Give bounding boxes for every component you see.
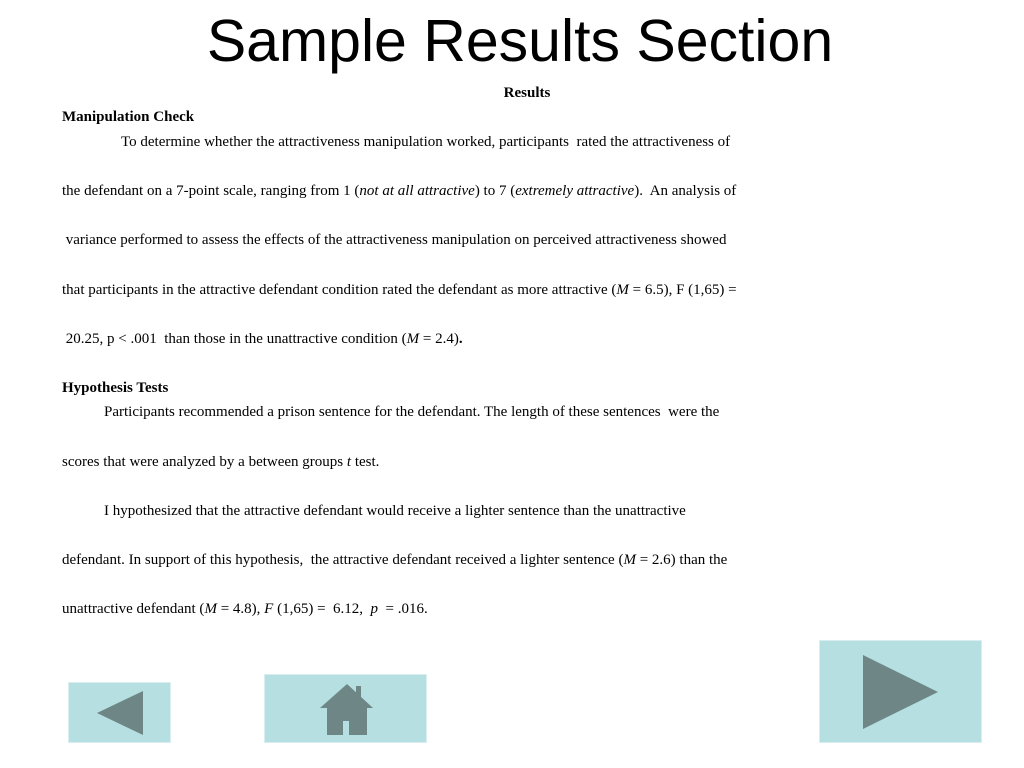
text-segment: M [204,601,217,617]
home-button[interactable] [264,674,427,743]
text-segment: defendant. In support of this hypothesis, the attractive defendant received a lighter sentence ( [62,552,624,568]
text-segment: p [370,601,379,617]
text-segment: M [406,331,420,347]
results-heading: Results [503,85,551,101]
text-segment: extremely attractive [515,183,635,199]
text-segment: the defendant on a 7-point scale, ranging from 1 ( [62,183,360,199]
text-segment: test. [351,454,380,470]
hypothesis-tests-heading: Hypothesis Tests [62,380,169,396]
hypothesis-line [62,551,727,569]
text-segment: To determine whether the attractiveness manipulation worked, participants rated the attractiveness of [121,134,731,150]
triangle-right-icon [820,641,983,744]
text-segment: . [458,331,463,347]
manipulation-line [62,231,726,249]
text-segment: = 2.6) than the [635,552,728,568]
text-segment: ) to 7 ( [474,183,516,199]
text-segment: that participants in the attractive defendant condition rated the defendant as more attractive ( [62,282,617,298]
text-segment: (1,65) = 6.12, [273,601,371,617]
text-segment: Participants recommended a prison sentence for the defendant. The length of these sentences were the [104,404,720,420]
hypothesis-line [62,453,379,471]
next-button[interactable] [819,640,982,743]
text-segment: I hypothesized that the attractive defendant would receive a lighter sentence than the unattractive [104,503,686,519]
house-icon [265,675,428,744]
hypothesis-line [104,502,686,520]
text-segment: not at all attractive [359,183,475,199]
triangle-left-icon [69,683,172,744]
text-segment: 20.25, p < .001 than those in the unattractive condition ( [62,331,407,347]
hypothesis-line [62,600,428,618]
manipulation-line [62,330,463,348]
manipulation-line [62,281,737,299]
hypothesis-line [104,403,719,421]
manipulation-line [62,182,736,200]
text-segment: = 6.5), F (1,65) = [628,282,737,298]
slide-title: Sample Results Section [206,8,834,74]
manipulation-line [121,133,730,151]
text-segment: t [346,454,352,470]
text-segment: = .016. [378,601,428,617]
text-segment: M [616,282,629,298]
manipulation-check-heading: Manipulation Check [62,109,195,125]
text-segment: ). An analysis of [634,183,737,199]
text-segment: variance performed to assess the effects of the attractiveness manipulation on perceived attractiveness showed [62,232,727,248]
text-segment: scores that were analyzed by a between groups [62,454,347,470]
text-segment: = 2.4) [419,331,459,347]
text-segment: F [264,601,274,617]
back-button[interactable] [68,682,171,743]
text-segment: = 4.8), [216,601,265,617]
text-segment: unattractive defendant ( [62,601,205,617]
text-segment: M [623,552,636,568]
